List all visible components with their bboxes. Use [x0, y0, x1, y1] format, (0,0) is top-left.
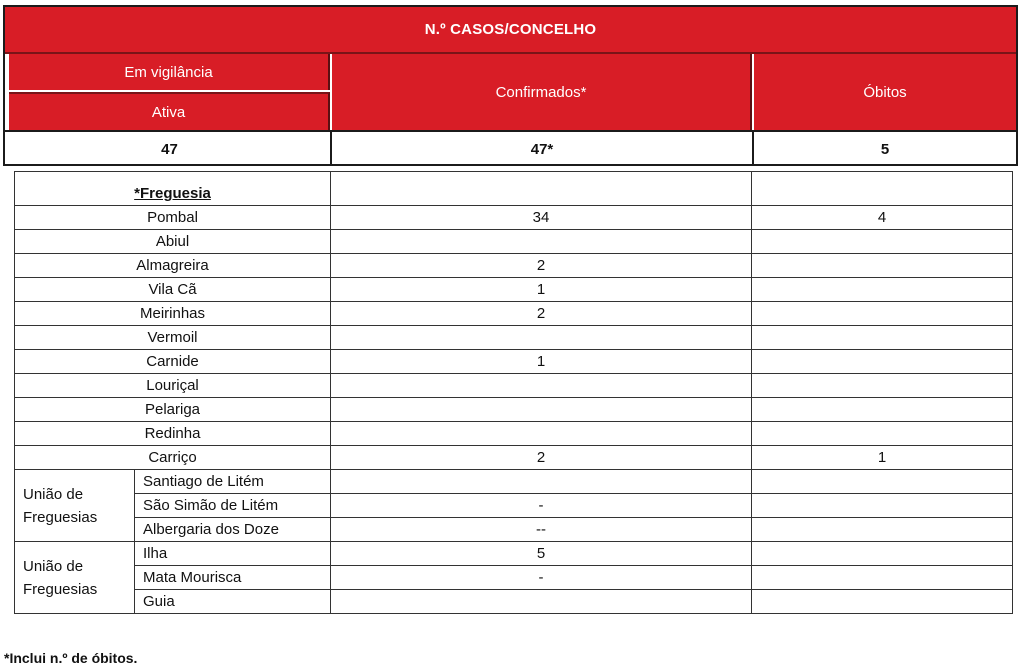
obitos-value: [752, 566, 1013, 590]
confirmados-value: [331, 470, 752, 494]
total-ativa: 47: [9, 132, 332, 166]
table-row: [15, 446, 1013, 470]
uniao-label-line1: União de: [23, 557, 84, 575]
uniao-freguesias-label: [15, 542, 135, 614]
table-row: [15, 326, 1013, 350]
confirmados-value: [331, 326, 752, 350]
obitos-value: [752, 494, 1013, 518]
confirmados-value: 2: [331, 254, 752, 278]
freguesia-name: Pombal: [15, 206, 331, 230]
confirmados-value: [331, 398, 752, 422]
confirmados-value: 2: [331, 302, 752, 326]
table-row: [15, 470, 1013, 494]
obitos-value: [752, 542, 1013, 566]
confirmados-value: 5: [331, 542, 752, 566]
freguesia-name: Pelariga: [15, 398, 331, 422]
obitos-value: [752, 278, 1013, 302]
total-confirmados: 47*: [332, 132, 754, 166]
freguesia-name: Santiago de Litém: [135, 470, 331, 494]
uniao-label-line2: Freguesias: [23, 580, 98, 598]
obitos-value: [752, 326, 1013, 350]
empty-cell: [752, 172, 1013, 206]
freguesia-name: Abiul: [15, 230, 331, 254]
table-row: [15, 350, 1013, 374]
ativa-header: Ativa: [9, 92, 330, 130]
freguesia-name: Louriçal: [15, 374, 331, 398]
obitos-value: [752, 254, 1013, 278]
confirmados-value: 34: [331, 206, 752, 230]
obitos-value: [752, 302, 1013, 326]
confirmados-value: --: [331, 518, 752, 542]
table-row: [15, 590, 1013, 614]
confirmados-header: Confirmados*: [332, 54, 752, 130]
table-row: [15, 494, 1013, 518]
freguesia-name: Carnide: [15, 350, 331, 374]
confirmados-value: -: [331, 566, 752, 590]
summary-block: [3, 5, 1018, 166]
freguesia-name: Vermoil: [15, 326, 331, 350]
obitos-value: [752, 230, 1013, 254]
freguesia-table: [14, 171, 1013, 614]
table-row: [15, 278, 1013, 302]
obitos-value: [752, 590, 1013, 614]
freguesia-name: Almagreira: [15, 254, 331, 278]
obitos-value: 1: [752, 446, 1013, 470]
freguesia-name: Meirinhas: [15, 302, 331, 326]
freguesia-name: Albergaria dos Doze: [135, 518, 331, 542]
total-obitos: 5: [880, 140, 890, 158]
freguesia-name: Vila Cã: [15, 278, 331, 302]
table-row: [15, 518, 1013, 542]
obitos-header: Óbitos: [754, 54, 1016, 130]
obitos-value: [752, 518, 1013, 542]
obitos-value: [752, 422, 1013, 446]
freguesia-name: Mata Mourisca: [135, 566, 331, 590]
table-row: [15, 302, 1013, 326]
freguesia-name: Ilha: [135, 542, 331, 566]
table-row: [15, 374, 1013, 398]
em-vigilancia-header: Em vigilância: [9, 54, 330, 90]
table-row: [15, 542, 1013, 566]
confirmados-value: -: [331, 494, 752, 518]
confirmados-value: 2: [331, 446, 752, 470]
table-row: [15, 206, 1013, 230]
table-row: [15, 172, 1013, 206]
table-title: N.º CASOS/CONCELHO: [5, 7, 1016, 52]
table-row: [15, 566, 1013, 590]
uniao-label-line1: União de: [23, 485, 84, 503]
freguesia-name: Redinha: [15, 422, 331, 446]
confirmados-value: 1: [331, 350, 752, 374]
freguesia-column-header: *Freguesia: [15, 172, 331, 206]
confirmados-value: [331, 230, 752, 254]
freguesia-name: Guia: [135, 590, 331, 614]
obitos-value: [752, 374, 1013, 398]
table-row: [15, 422, 1013, 446]
uniao-freguesias-label: [15, 470, 135, 542]
empty-cell: [331, 172, 752, 206]
table-row: [15, 230, 1013, 254]
confirmados-value: [331, 422, 752, 446]
footnote: *Inclui n.º de óbitos.: [4, 650, 138, 666]
table-row: [15, 254, 1013, 278]
obitos-value: 4: [752, 206, 1013, 230]
freguesia-name: São Simão de Litém: [135, 494, 331, 518]
confirmados-value: [331, 590, 752, 614]
uniao-label-line2: Freguesias: [23, 508, 98, 526]
table-row: [15, 398, 1013, 422]
obitos-value: [752, 350, 1013, 374]
obitos-value: [752, 470, 1013, 494]
obitos-value: [752, 398, 1013, 422]
confirmados-value: 1: [331, 278, 752, 302]
freguesia-name: Carriço: [15, 446, 331, 470]
confirmados-value: [331, 374, 752, 398]
